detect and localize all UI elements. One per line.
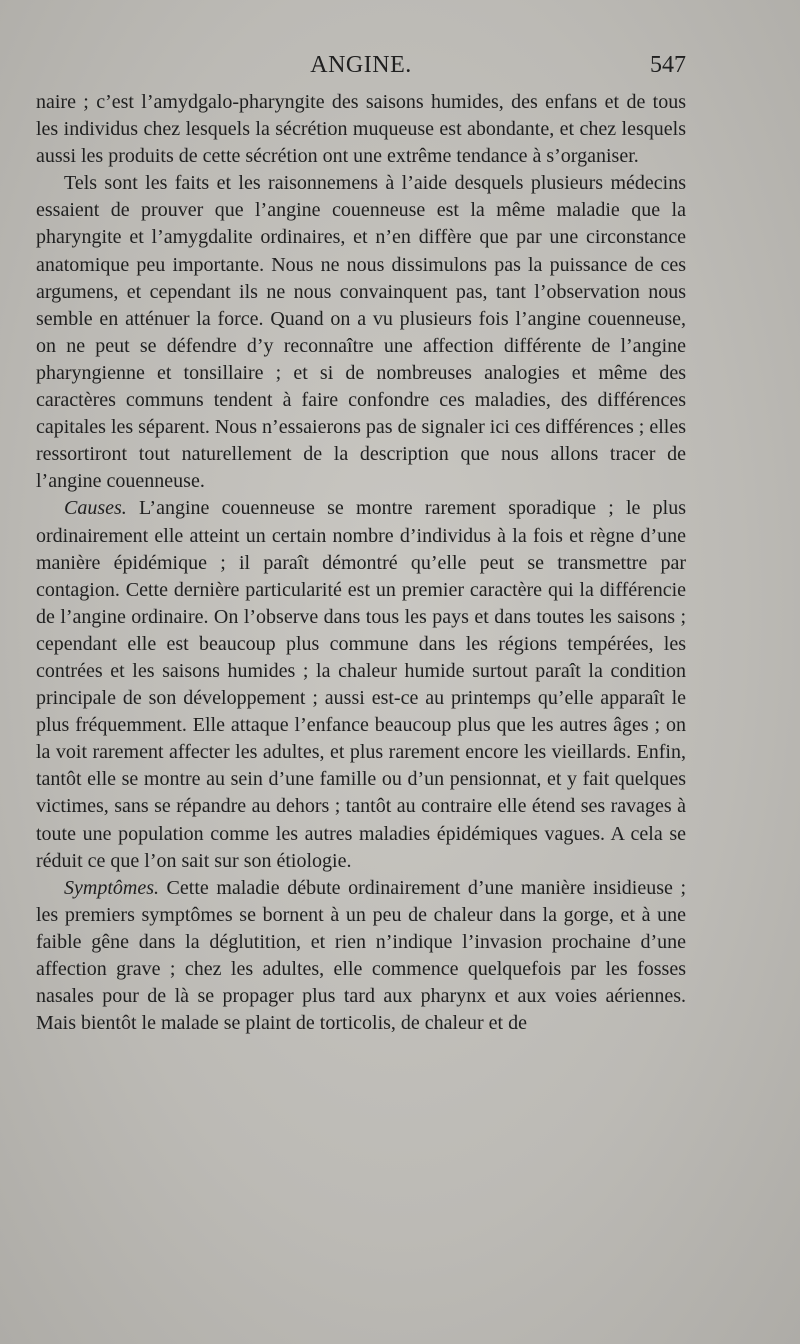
page-header xyxy=(36,52,686,88)
paragraph-text: Cette maladie débute ordinairement d’une manière insidieuse ; les premiers symptômes se bornent à un peu de chaleur dans la gorge, et à une faible gêne dans la déglutition, et rien n’indique l’invasion prochaine d’une affection grave ; chez les adultes, elle commence quelquefois par les fosses nasales pour de là se propager plus tard aux pharynx et aux voies aériennes. Mais bientôt le malade se plaint de torticolis, de chaleur et de xyxy=(36,876,686,1035)
running-title: ANGINE. xyxy=(310,52,412,78)
paragraph-text: Tels sont les faits et les raisonnemens à l’aide desquels plusieurs médecins essaient de prouver que l’angine couenneuse est la même maladie que la pharyngite et l’amygdalite ordinaires, et n’en diffère que par une circonstance anatomique peu importante. Nous ne nous dissimulons pas la puissance de ces argumens, et cependant ils ne nous convainquent pas, tant l’observation nous semble en atténuer la force. Quand on a vu plusieurs fois l’angine couenneuse, on ne peut se défendre d’y reconnaître une affection différente de l’angine pharyngienne et tonsillaire ; et si de nombreuses analogies et même des caractères communs tendent à faire confondre ces maladies, des différences capitales les séparent. Nous n’essaierons pas de signaler ici ces différences ; elles ressortiront tout naturellement de la description que nous allons tracer de l’angine couenneuse. xyxy=(36,172,686,493)
section-lead-causes: Causes. xyxy=(64,497,127,520)
paragraph-text: naire ; c’est l’amydgalo-pharyngite des saisons humides, des enfans et de tous les individus chez lesquels la sécrétion muqueuse est abondante, et chez lesquels aussi les produits de cette sécrétion ont une extrême tendance à s’organiser. xyxy=(36,91,686,168)
paragraph-arguments xyxy=(36,170,686,495)
paragraph-continuation xyxy=(36,89,686,170)
page-number: 547 xyxy=(650,52,686,78)
paragraph-text: L’angine couenneuse se montre rarement sporadique ; le plus ordinairement elle atteint un certain nombre d’individus à la fois et règne d’une manière épidémique ; il paraît démontré qu’elle peut se transmettre par contagion. Cette dernière particularité est un premier caractère qui la différencie de l’angine ordinaire. On l’observe dans tous les pays et dans toutes les saisons ; cependant elle est beaucoup plus commune dans les régions tempérées, les contrées et les saisons humides ; la chaleur humide surtout paraît la condition principale de son développement ; aussi est-ce au printemps qu’elle apparaît le plus fréquemment. Elle attaque l’enfance beaucoup plus que les autres âges ; on la voit rarement affecter les adultes, et plus rarement encore les vieillards. Enfin, tantôt elle se montre au sein d’une famille ou d’un pensionnat, et y fait quelques victimes, sans se répandre au dehors ; tantôt au contraire elle étend ses ravages à toute une population comme les autres maladies épidémiques vagues. A cela se réduit ce que l’on sait sur son étiologie. xyxy=(36,497,686,872)
paragraph-symptomes xyxy=(36,875,686,1038)
paragraph-causes xyxy=(36,495,686,874)
section-lead-symptomes: Symptômes. xyxy=(64,876,159,899)
body-text xyxy=(36,89,686,1037)
